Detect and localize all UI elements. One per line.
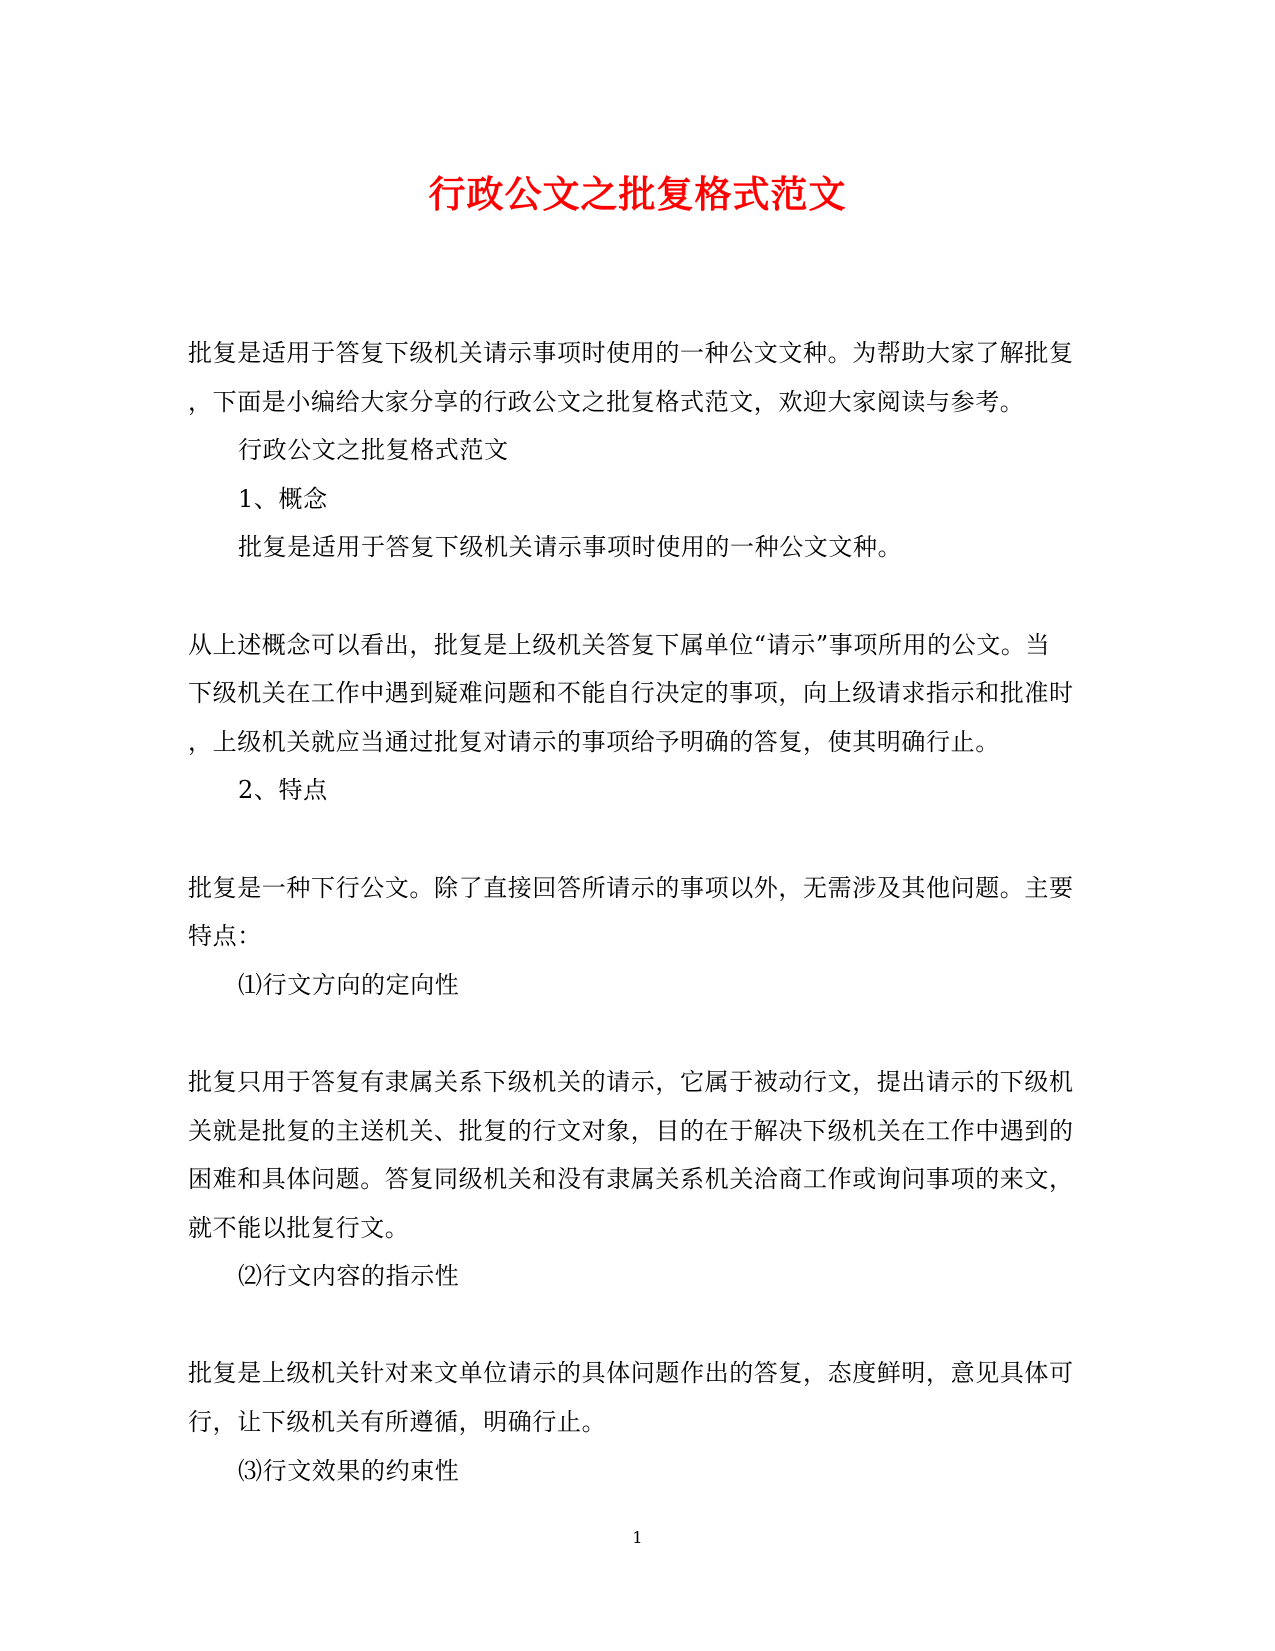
page-number: 1	[632, 1528, 643, 1547]
paragraph-line: 批复是适用于答复下级机关请示事项时使用的一种公文文种。	[238, 533, 903, 562]
document-body	[188, 329, 1093, 1495]
paragraph-line: 批复只用于答复有隶属关系下级机关的请示，它属于被动行文，提出请示的下级机	[188, 1067, 1074, 1096]
paragraph-line: ，下面是小编给大家分享的行政公文之批复格式范文，欢迎大家阅读与参考。	[188, 387, 1025, 416]
paragraph-line: 下级机关在工作中遇到疑难问题和不能自行决定的事项，向上级请求指示和批准时	[188, 679, 1074, 708]
section-heading: 2、特点	[238, 776, 328, 805]
paragraph-line: 关就是批复的主送机关、批复的行文对象，目的在于解决下级机关在工作中遇到的	[188, 1116, 1074, 1145]
subsection-heading: ⑴行文方向的定向性	[238, 970, 460, 999]
paragraph-line: 就不能以批复行文。	[188, 1213, 410, 1242]
paragraph-line: 行，让下级机关有所遵循，明确行止。	[188, 1408, 607, 1437]
paragraph-line: 批复是一种下行公文。除了直接回答所请示的事项以外，无需涉及其他问题。主要	[188, 873, 1074, 902]
subsection-heading: ⑶行文效果的约束性	[238, 1456, 460, 1485]
paragraph-line: ，上级机关就应当通过批复对请示的事项给予明确的答复，使其明确行止。	[188, 727, 1000, 756]
paragraph-line: 批复是适用于答复下级机关请示事项时使用的一种公文文种。为帮助大家了解批复	[188, 339, 1074, 367]
document-title: 行政公文之批复格式范文	[428, 172, 847, 216]
section-heading: 行政公文之批复格式范文	[238, 436, 509, 465]
section-heading: 1、概念	[238, 484, 328, 513]
subsection-heading: ⑵行文内容的指示性	[238, 1262, 460, 1291]
paragraph-line: 批复是上级机关针对来文单位请示的具体问题作出的答复，态度鲜明，意见具体可	[188, 1359, 1074, 1388]
paragraph-line: 困难和具体问题。答复同级机关和没有隶属关系机关洽商工作或询问事项的来文，	[188, 1165, 1074, 1194]
paragraph-line: 从上述概念可以看出，批复是上级机关答复下属单位“请示”事项所用的公文。当	[188, 630, 1051, 659]
paragraph-line: 特点：	[188, 922, 262, 951]
